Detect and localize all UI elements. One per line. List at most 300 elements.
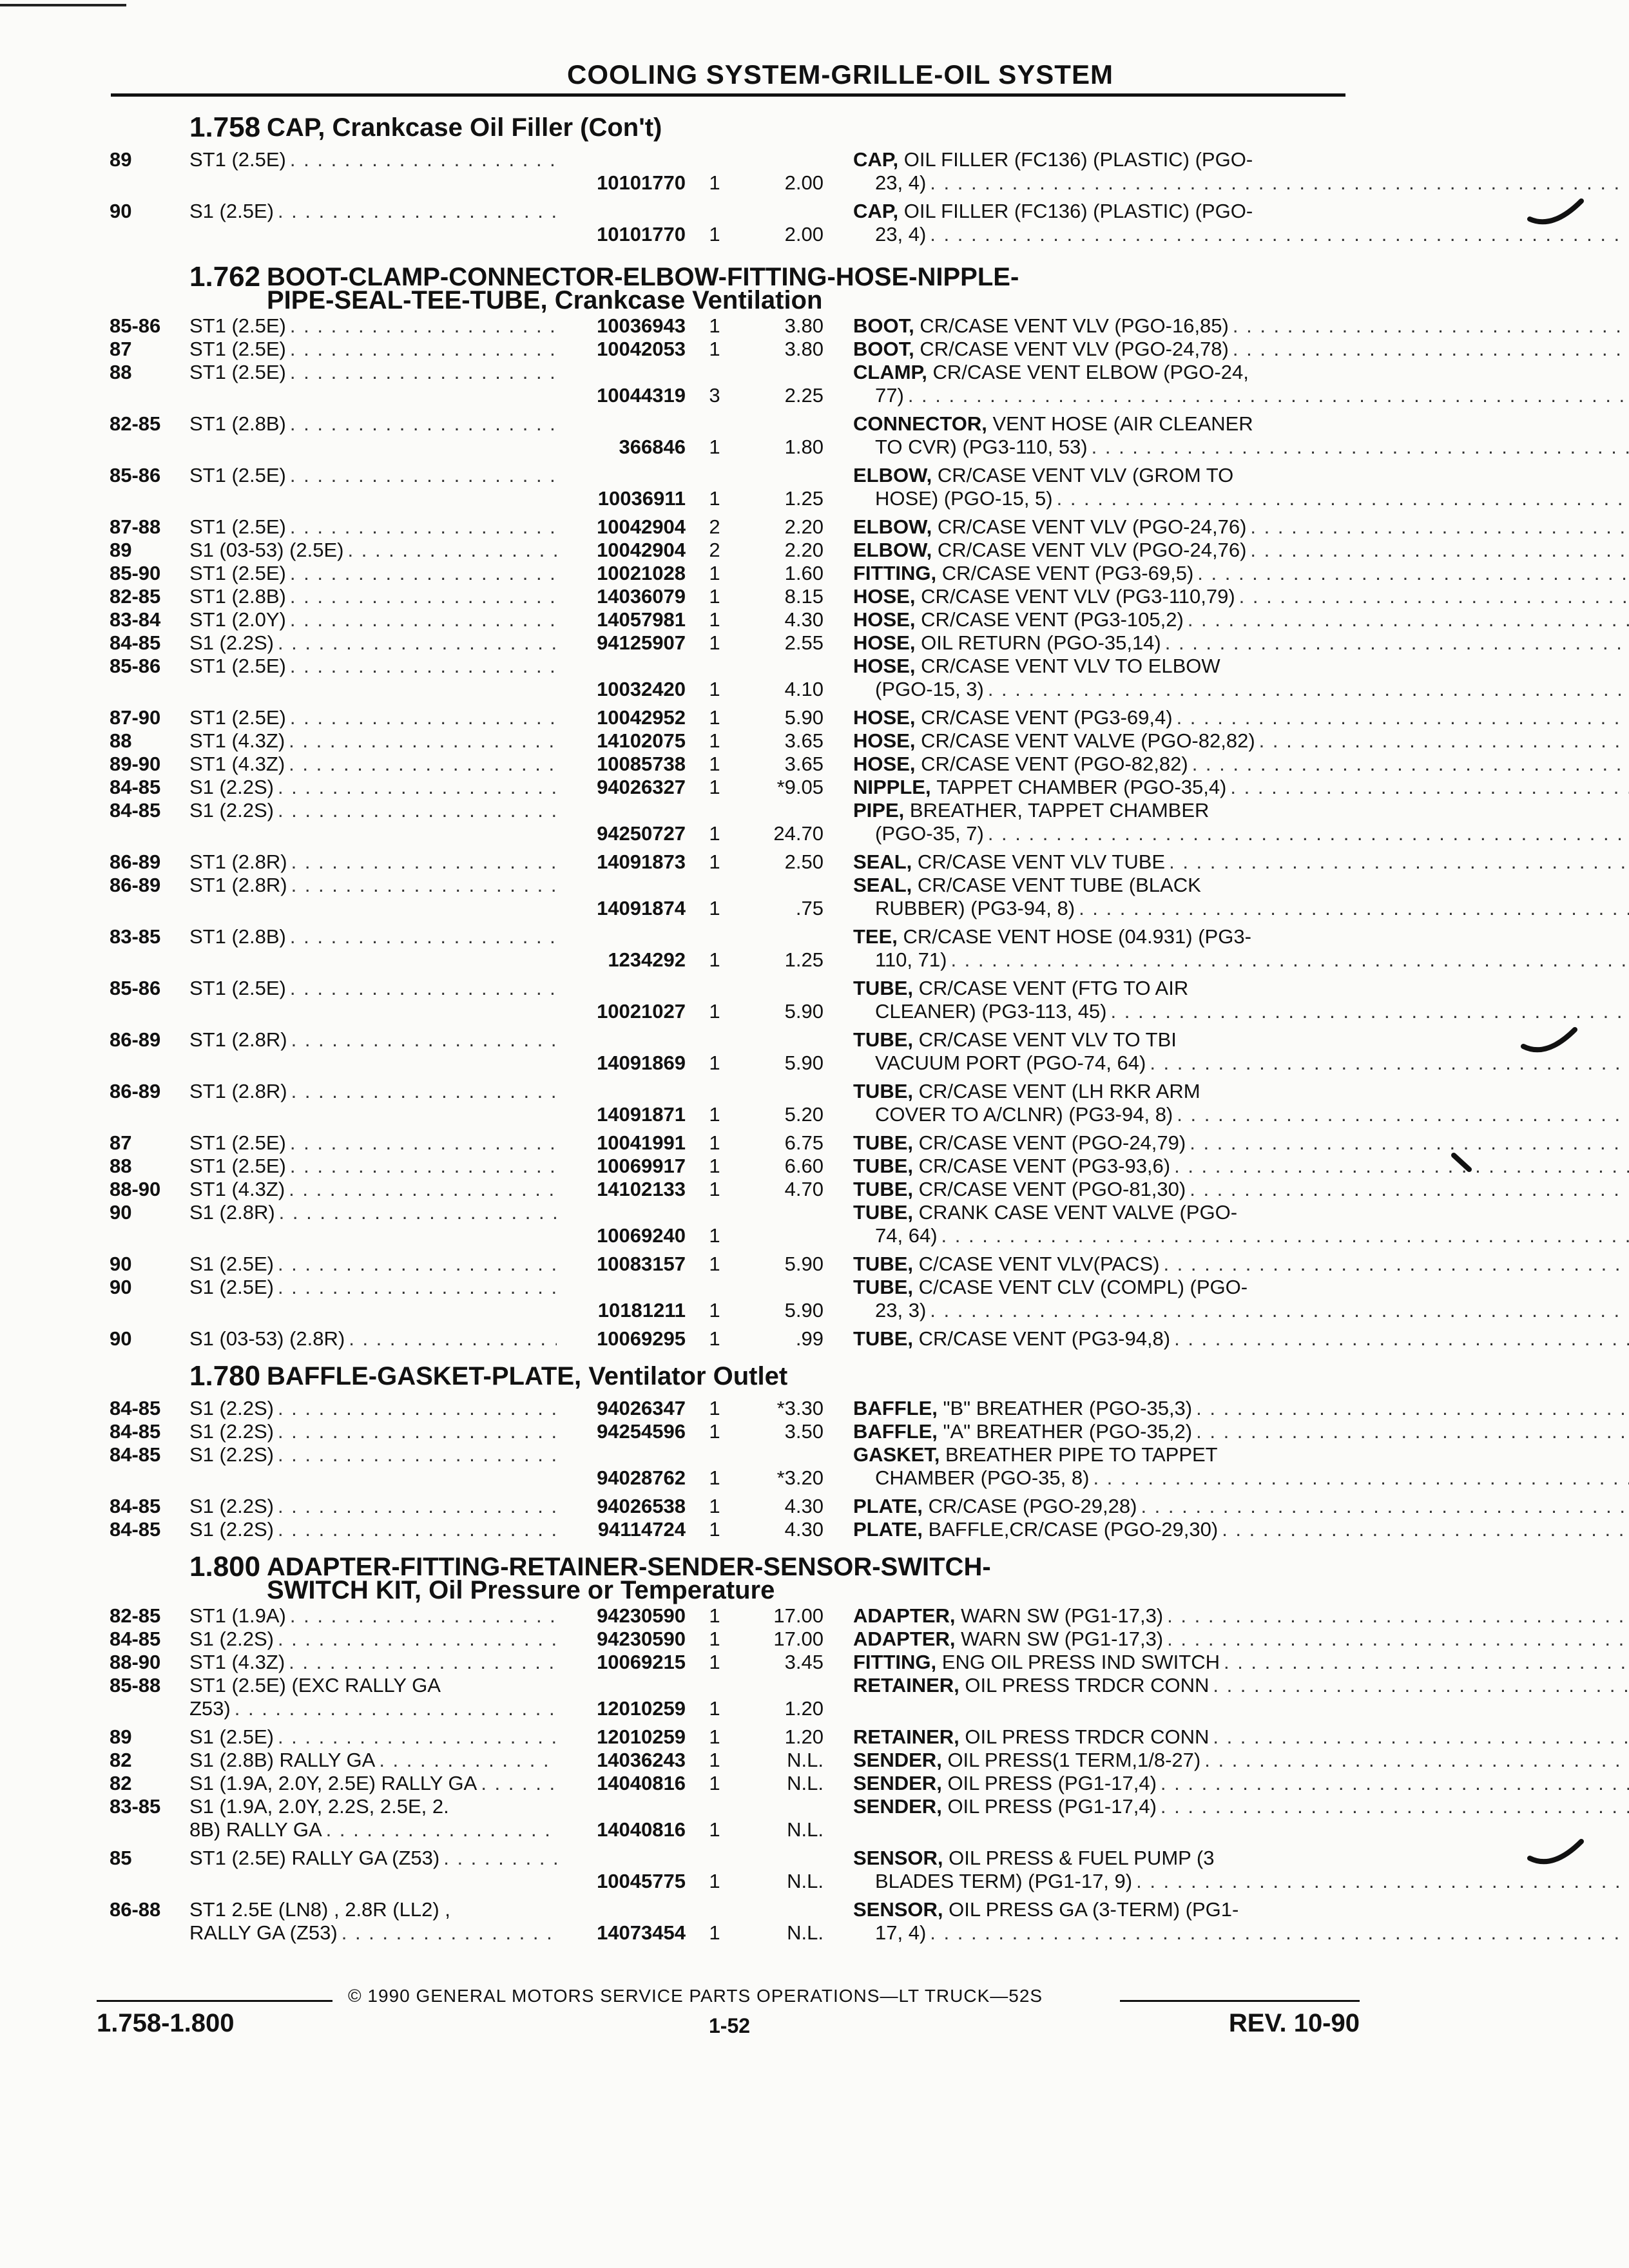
quantity: 1 (709, 608, 720, 631)
part-name (824, 977, 1629, 1023)
part-name-keyword: TUBE, (853, 1080, 913, 1102)
leader-dots (1192, 753, 1629, 776)
part-name-line: WARN SW (PG1-17,3) (961, 1628, 1164, 1650)
part-name-keyword: RETAINER, (853, 1674, 959, 1696)
part-name-keyword: NIPPLE, (853, 776, 931, 798)
model-years: 82 (110, 1772, 132, 1794)
model-years: 82-85 (110, 585, 161, 608)
part-number: 10069215 (597, 1651, 686, 1673)
section-number: 1.800 (189, 1551, 261, 1582)
leader-dots (941, 1224, 1629, 1247)
quantity: 1 (709, 822, 720, 845)
part-row (110, 850, 1347, 874)
application-line: ST1 (2.5E) (189, 562, 286, 584)
section-title (267, 110, 1347, 142)
part-name (824, 1898, 1629, 1945)
part-name (824, 1651, 1629, 1674)
leader-dots (1190, 1178, 1629, 1201)
quantity: 1 (709, 1518, 720, 1541)
model-years: 88 (110, 1155, 132, 1177)
part-name-keyword: RETAINER, (853, 1725, 959, 1748)
quantity: 1 (709, 1870, 720, 1892)
part-row (110, 585, 1347, 608)
price: 5.20 (784, 1103, 824, 1126)
application-desc (189, 1628, 557, 1651)
part-name (824, 1253, 1629, 1276)
part-number: 94028762 (597, 1466, 686, 1489)
part-row (110, 1495, 1347, 1518)
application-desc (189, 1749, 557, 1772)
header-rule (111, 93, 1345, 97)
part-row (110, 729, 1347, 753)
footer-rule-right (1120, 2000, 1360, 2002)
part-name-keyword: TUBE, (853, 1178, 913, 1200)
model-years: 86-88 (110, 1898, 161, 1921)
quantity: 1 (709, 1495, 720, 1517)
part-number: 14040816 (597, 1772, 686, 1794)
part-name-line: CHAMBER (PGO-35, 8) (875, 1466, 1090, 1489)
part-number: 10021027 (597, 1000, 686, 1023)
application-line: ST1 (2.0Y) (189, 608, 286, 631)
part-name-line: "A" BREATHER (PGO-35,2) (943, 1420, 1193, 1443)
part-name (824, 1795, 1629, 1818)
price: 17.00 (773, 1628, 824, 1650)
quantity: 1 (709, 223, 720, 245)
part-name (824, 631, 1629, 655)
part-name-line: OIL PRESS TRDCR CONN (965, 1674, 1210, 1696)
leader-dots (930, 1921, 1629, 1945)
part-number: 10042904 (597, 515, 686, 538)
part-number: 10042053 (597, 338, 686, 360)
application-line: S1 (2.2S) (189, 1628, 274, 1650)
application-desc (189, 1651, 557, 1674)
price: 2.00 (784, 223, 824, 245)
check-mark-1 (1527, 193, 1585, 232)
part-name (824, 1628, 1629, 1651)
price: N.L. (787, 1921, 824, 1944)
price: *3.30 (776, 1397, 824, 1419)
application-line: ST1 (4.3Z) (189, 1178, 285, 1200)
part-name-line: 110, 71) (875, 948, 947, 971)
quantity: 1 (709, 1327, 720, 1350)
application-desc (189, 1443, 557, 1466)
leader-dots (279, 1201, 557, 1224)
part-row (110, 361, 1347, 407)
leader-dots (290, 464, 557, 487)
part-name-keyword: FITTING, (853, 562, 937, 584)
application-line: S1 (03-53) (2.5E) (189, 539, 344, 561)
leader-dots (290, 1131, 557, 1155)
quantity: 1 (709, 1155, 720, 1177)
part-name-line: CR/CASE VENT VLV TO TBI (918, 1028, 1177, 1051)
part-row (110, 631, 1347, 655)
application-desc (189, 1518, 557, 1541)
leader-dots (1177, 706, 1629, 729)
price: 4.70 (784, 1178, 824, 1200)
part-name-line: CR/CASE VENT VLV (PG3-110,79) (921, 585, 1235, 608)
part-name-line: BAFFLE,CR/CASE (PGO-29,30) (928, 1518, 1219, 1541)
part-row (110, 314, 1347, 338)
part-name (824, 874, 1629, 920)
application-desc (189, 799, 557, 822)
application-line: ST1 (4.3Z) (189, 729, 285, 752)
model-years: 84-85 (110, 1628, 161, 1650)
part-name (824, 1131, 1629, 1155)
part-number: 94026347 (597, 1397, 686, 1419)
part-row (110, 515, 1347, 539)
application-line: S1 (2.2S) (189, 631, 274, 654)
model-years: 86-89 (110, 1028, 161, 1051)
part-name-keyword: TUBE, (853, 1131, 913, 1154)
application-desc (189, 874, 557, 897)
price: .99 (795, 1327, 824, 1350)
application-desc (189, 1028, 557, 1052)
part-row (110, 1518, 1347, 1541)
part-name-keyword: CLAMP, (853, 361, 927, 383)
part-number: 94230590 (597, 1604, 686, 1627)
model-years: 84-85 (110, 1518, 161, 1541)
part-name-line: CR/CASE VENT (PGO-82,82) (921, 753, 1188, 775)
application-line: ST1 (2.5E) (189, 464, 286, 486)
part-row (110, 1178, 1347, 1201)
part-name (824, 585, 1629, 608)
leader-dots (1174, 1155, 1629, 1178)
application-line: ST1 (2.5E) RALLY GA (Z53) (189, 1847, 440, 1869)
part-name-keyword: HOSE, (853, 706, 916, 729)
part-row (110, 1795, 1347, 1841)
part-row (110, 1749, 1347, 1772)
quantity: 1 (709, 678, 720, 700)
part-name-line: CR/CASE VENT (PG3-69,5) (941, 562, 1194, 584)
model-years: 84-85 (110, 776, 161, 798)
part-row (110, 562, 1347, 585)
part-name-line: OIL PRESS & FUEL PUMP (3 (949, 1847, 1215, 1869)
part-name (824, 314, 1629, 338)
part-name-line: CR/CASE VENT ELBOW (PGO-24, (932, 361, 1249, 383)
leader-dots (1093, 1466, 1629, 1490)
price: *9.05 (776, 776, 824, 798)
application-line: ST1 (2.5E) (189, 1131, 286, 1154)
application-desc (189, 1276, 557, 1299)
price: 8.15 (784, 585, 824, 608)
part-name-line: 74, 64) (875, 1224, 938, 1247)
section-title-line: BAFFLE-GASKET-PLATE, Ventilator Outlet (267, 1362, 788, 1390)
part-name-line: CR/CASE VENT TUBE (BLACK (917, 874, 1201, 896)
price: 17.00 (773, 1604, 824, 1627)
quantity: 1 (709, 1178, 720, 1200)
check-mark-2 (1521, 1024, 1579, 1063)
model-years: 87-88 (110, 515, 161, 538)
leader-dots (1188, 608, 1629, 631)
application-line: S1 (2.2S) (189, 1420, 274, 1443)
part-row (110, 799, 1347, 845)
price: 1.80 (784, 436, 824, 458)
application-line: RALLY GA (Z53) (189, 1921, 338, 1944)
part-row (110, 1674, 1347, 1720)
part-name (824, 515, 1629, 539)
quantity: 1 (709, 850, 720, 873)
price: 4.30 (784, 1518, 824, 1541)
application-desc (189, 539, 557, 562)
leader-dots (291, 874, 557, 897)
application-line: ST1 (2.8R) (189, 1080, 287, 1102)
application-line: S1 (2.5E) (189, 1276, 274, 1298)
application-desc (189, 1898, 557, 1945)
model-years: 90 (110, 1201, 132, 1224)
quantity: 1 (709, 631, 720, 654)
part-number: 14091869 (597, 1052, 686, 1074)
quantity: 1 (709, 1253, 720, 1275)
part-name-line: BLADES TERM) (PG1-17, 9) (875, 1870, 1133, 1892)
section-title-line: CAP, Crankcase Oil Filler (Con't) (267, 113, 662, 142)
part-name-line: CR/CASE VENT VLV (PGO-24,76) (937, 539, 1247, 561)
section-header (110, 1549, 1347, 1602)
part-name-line: TO CVR) (PG3-110, 53) (875, 436, 1088, 458)
section-number: 1.780 (189, 1360, 261, 1392)
part-row (110, 1725, 1347, 1749)
quantity: 3 (709, 384, 720, 407)
application-desc (189, 562, 557, 585)
model-years: 85-88 (110, 1674, 161, 1696)
part-number: 10181211 (597, 1299, 686, 1321)
quantity: 1 (709, 753, 720, 775)
section-title (267, 259, 1347, 312)
part-name-keyword: TUBE, (853, 1327, 913, 1350)
model-years: 84-85 (110, 1495, 161, 1517)
part-name-line: 23, 4) (875, 171, 927, 194)
quantity: 2 (709, 515, 720, 538)
scan-mark (0, 4, 126, 6)
application-desc (189, 1397, 557, 1420)
part-name-line: CRANK CASE VENT VALVE (PGO- (918, 1201, 1238, 1224)
application-desc (189, 314, 557, 338)
part-number: 14036243 (597, 1749, 686, 1771)
leader-dots (326, 1818, 557, 1841)
model-years: 83-84 (110, 608, 161, 631)
price: 5.90 (784, 1000, 824, 1023)
leader-dots (278, 776, 557, 799)
part-name-line: 77) (875, 384, 904, 407)
leader-dots (950, 948, 1629, 972)
leader-dots (290, 585, 557, 608)
part-name-line: CR/CASE VENT (PG3-69,4) (921, 706, 1173, 729)
part-name-line: OIL PRESS TRDCR CONN (965, 1725, 1210, 1748)
part-name-keyword: TUBE, (853, 1155, 913, 1177)
part-name-keyword: SEAL, (853, 874, 912, 896)
price: 6.75 (784, 1131, 824, 1154)
leader-dots (290, 977, 557, 1000)
application-line: ST1 (1.9A) (189, 1604, 286, 1627)
price: 1.25 (784, 948, 824, 971)
section-header (110, 259, 1347, 312)
application-desc (189, 338, 557, 361)
part-name-line: (PGO-15, 3) (875, 678, 984, 700)
leader-dots (278, 799, 557, 822)
section-title (267, 1549, 1347, 1602)
application-line: S1 (2.2S) (189, 1397, 274, 1419)
price: 2.00 (784, 171, 824, 194)
leader-dots (1196, 1420, 1629, 1443)
leader-dots (930, 171, 1629, 195)
part-name-line: CR/CASE VENT HOSE (04.931) (PG3- (903, 925, 1251, 948)
part-name-line: CR/CASE VENT VLV (PGO-24,78) (920, 338, 1229, 360)
part-name-line: CR/CASE VENT VLV (PGO-24,76) (937, 515, 1247, 538)
part-name-line: CR/CASE (PGO-29,28) (928, 1495, 1137, 1517)
price: 1.60 (784, 562, 824, 584)
part-name-keyword: HOSE, (853, 729, 916, 752)
part-name-keyword: HOSE, (853, 655, 916, 677)
part-name-line: OIL RETURN (PGO-35,14) (921, 631, 1161, 654)
quantity: 1 (709, 338, 720, 360)
part-name (824, 753, 1629, 776)
model-years: 89 (110, 148, 132, 171)
part-name (824, 729, 1629, 753)
part-name (824, 464, 1629, 510)
part-name-line: CR/CASE VENT (PG3-93,6) (918, 1155, 1171, 1177)
leader-dots (1167, 1628, 1629, 1651)
part-name-keyword: ELBOW, (853, 515, 932, 538)
part-name-line: CR/CASE VENT (FTG TO AIR (918, 977, 1189, 999)
part-name-line: OIL FILLER (FC136) (PLASTIC) (PGO- (903, 148, 1253, 171)
part-row (110, 1276, 1347, 1322)
part-name-line: CR/CASE VENT (PG3-94,8) (918, 1327, 1171, 1350)
part-name-line: CR/CASE VENT VLV (GROM TO (937, 464, 1234, 486)
part-row (110, 925, 1347, 972)
application-line: S1 (03-53) (2.8R) (189, 1327, 345, 1350)
part-name (824, 1674, 1629, 1697)
price: 2.55 (784, 631, 824, 654)
footer-section-range: 1.758-1.800 (97, 2009, 235, 2037)
part-row (110, 1080, 1347, 1126)
part-row (110, 655, 1347, 701)
part-number: 12010259 (597, 1725, 686, 1748)
quantity: 1 (709, 1299, 720, 1321)
quantity: 1 (709, 436, 720, 458)
part-name-line: COVER TO A/CLNR) (PG3-94, 8) (875, 1103, 1173, 1126)
part-number: 14040816 (597, 1818, 686, 1841)
model-years: 83-85 (110, 1795, 161, 1818)
quantity: 1 (709, 706, 720, 729)
part-number: 14057981 (597, 608, 686, 631)
part-number: 10101770 (597, 223, 686, 245)
model-years: 90 (110, 1253, 132, 1275)
quantity: 1 (709, 1697, 720, 1720)
part-name-keyword: SENDER, (853, 1772, 942, 1794)
leader-dots (278, 1628, 557, 1651)
price: 2.50 (784, 850, 824, 873)
part-name (824, 1847, 1629, 1893)
part-name (824, 1749, 1629, 1772)
application-line: S1 (2.2S) (189, 799, 274, 822)
part-name-line: CR/CASE VENT (PG3-105,2) (921, 608, 1184, 631)
leader-dots (290, 925, 557, 948)
quantity: 1 (709, 1921, 720, 1944)
part-name (824, 361, 1629, 407)
part-number: 10085738 (597, 753, 686, 775)
part-row (110, 338, 1347, 361)
check-mark-3 (1527, 1836, 1585, 1875)
application-line: S1 (2.8R) (189, 1201, 275, 1224)
model-years: 85-86 (110, 314, 161, 337)
leader-dots (278, 1397, 557, 1420)
part-name-line: C/CASE VENT VLV(PACS) (918, 1253, 1160, 1275)
quantity: 2 (709, 539, 720, 561)
leader-dots (290, 1155, 557, 1178)
model-years: 88 (110, 361, 132, 383)
part-number: 10032420 (597, 678, 686, 700)
quantity: 1 (709, 1628, 720, 1650)
leader-dots (289, 729, 557, 753)
part-name-line: OIL PRESS (PG1-17,4) (947, 1772, 1157, 1794)
quantity: 1 (709, 487, 720, 510)
leader-dots (289, 1178, 557, 1201)
part-number: 14091873 (597, 850, 686, 873)
part-number: 10042904 (597, 539, 686, 561)
model-years: 88 (110, 729, 132, 752)
part-name (824, 539, 1629, 562)
part-name (824, 925, 1629, 972)
application-desc (189, 1327, 557, 1350)
part-number: 14091874 (597, 897, 686, 919)
leader-dots (1224, 1651, 1629, 1674)
application-desc (189, 200, 557, 223)
part-name-keyword: SENSOR, (853, 1847, 943, 1869)
part-number: 1234292 (608, 948, 686, 971)
part-row (110, 1651, 1347, 1674)
part-row (110, 776, 1347, 799)
price: 3.65 (784, 729, 824, 752)
application-line: ST1 (2.5E) (189, 1155, 286, 1177)
price: 4.10 (784, 678, 824, 700)
quantity: 1 (709, 1131, 720, 1154)
part-name-line: CR/CASE VENT (LH RKR ARM (918, 1080, 1200, 1102)
part-row (110, 1898, 1347, 1945)
part-name-keyword: SENSOR, (853, 1898, 943, 1921)
part-name (824, 1518, 1629, 1541)
application-desc (189, 412, 557, 436)
application-desc (189, 1495, 557, 1518)
part-name-keyword: TUBE, (853, 977, 913, 999)
part-number: 10069240 (597, 1224, 686, 1247)
leader-dots (1233, 338, 1629, 361)
quantity: 1 (709, 314, 720, 337)
part-row (110, 1604, 1347, 1628)
quantity: 1 (709, 1604, 720, 1627)
application-desc (189, 148, 557, 171)
leader-dots (278, 200, 557, 223)
part-name (824, 608, 1629, 631)
part-number: 94254596 (597, 1420, 686, 1443)
part-name-keyword: CAP, (853, 200, 899, 222)
section-title (267, 1358, 1347, 1388)
application-line: Z53) (189, 1697, 231, 1720)
part-row (110, 874, 1347, 920)
part-number: 94114724 (597, 1518, 686, 1541)
quantity: 1 (709, 897, 720, 919)
model-years: 83-85 (110, 925, 161, 948)
application-line: ST1 2.5E (LN8) , 2.8R (LL2) , (189, 1898, 450, 1921)
application-line: ST1 (4.3Z) (189, 753, 285, 775)
part-name (824, 799, 1629, 845)
leader-dots (1190, 1131, 1629, 1155)
quantity: 1 (709, 1224, 720, 1247)
model-years: 84-85 (110, 1443, 161, 1466)
part-name-line: CR/CASE VENT (PGO-81,30) (918, 1178, 1186, 1200)
part-row (110, 464, 1347, 510)
application-line: ST1 (2.5E) (189, 338, 286, 360)
leader-dots (1177, 1103, 1629, 1126)
leader-dots (988, 678, 1629, 701)
